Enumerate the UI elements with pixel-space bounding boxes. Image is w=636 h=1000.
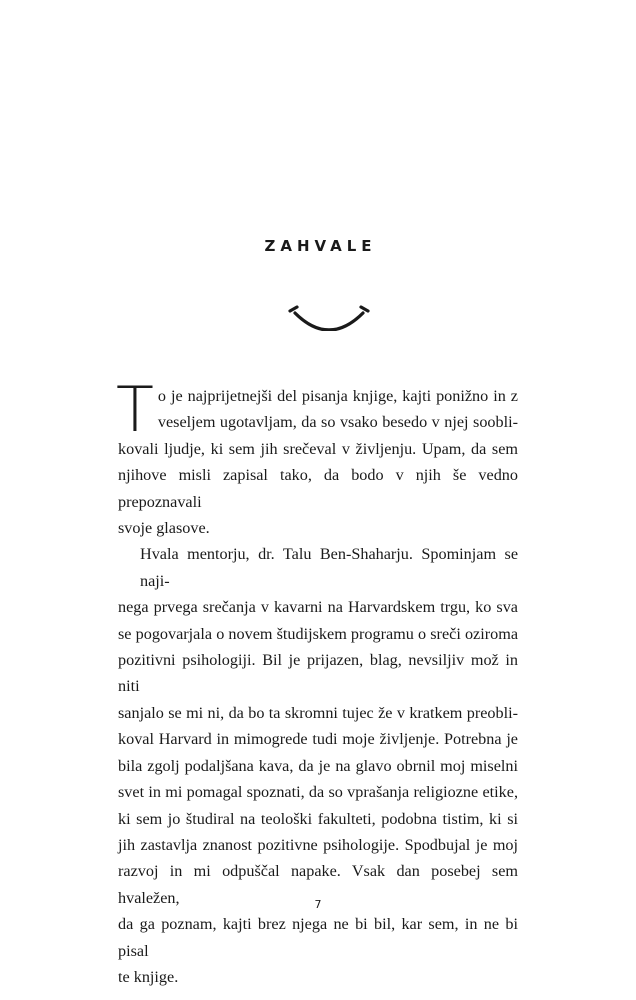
text-line: veseljem ugotavljam, da so vsako besedo v njej soobli-	[157, 413, 518, 432]
text-line: o je najprijetnejši del pisanja knjige, kajti ponižno in z	[157, 387, 518, 405]
text-line: sanjalo se mi ni, da bo ta skromni tujec že v kratkem preobli-	[118, 703, 518, 722]
text-line: Hvala mentorju, dr. Talu Ben-Shaharju. Spominjam se naji-	[140, 545, 518, 590]
text-line: svet in mi pomagal spoznati, da so vprašanja religiozne etike,	[118, 783, 518, 802]
page-number: 7	[314, 898, 322, 911]
text-line: njihove misli zapisal tako, da bodo v njih še vedno prepoznavali	[118, 466, 518, 511]
smile-arc-icon	[287, 303, 371, 331]
drop-cap: T	[116, 373, 154, 446]
text-line: svoje glasove.	[118, 519, 210, 538]
chapter-title: ZAHVALE	[264, 237, 377, 255]
text-line: te knjige.	[118, 967, 179, 986]
text-line: jih zastavlja znanost pozitivne psihologije. Spodbujal je moj	[118, 835, 518, 854]
text-line: nega prvega srečanja v kavarni na Harvardskem trgu, ko sva	[118, 598, 518, 617]
text-line: bila zgolj podaljšana kava, da je na glavo obrnil moj miselni	[118, 756, 518, 775]
text-line: pozitivni psihologiji. Bil je prijazen, blag, nevsiljiv mož in niti	[118, 651, 518, 696]
text-line: ki sem jo študiral na teološki fakulteti, podobna tistim, ki si	[118, 809, 518, 828]
text-line: kovali ljudje, ki sem jih srečeval v življenju. Upam, da sem	[118, 439, 518, 458]
text-line: da ga poznam, kajti brez njega ne bi bil, kar sem, in ne bi pisal	[118, 915, 518, 960]
text-line: koval Harvard in mimogrede tudi moje življenje. Potrebna je	[118, 730, 518, 749]
text-line: razvoj in mi odpuščal napake. Vsak dan posebej sem hvaležen,	[118, 862, 518, 907]
paragraph-2	[118, 541, 518, 990]
text-line: se pogovarjala o novem študijskem programu o sreči oziroma	[118, 624, 518, 643]
paragraph-1	[116, 373, 518, 541]
